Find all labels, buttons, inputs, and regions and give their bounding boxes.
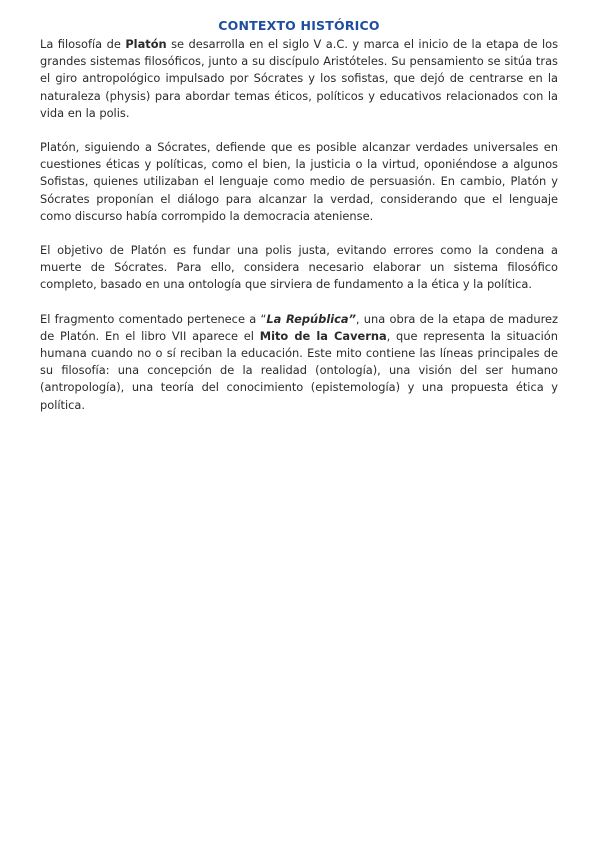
- paragraph-3: El objetivo de Platón es fundar una polis justa, evitando errores como la condena a muerte de Sócrates. Para ello, considera necesario elaborar un sistema filosófico completo, basado en una ontología que sirviera de fundamento a la ética y la política.: [40, 243, 558, 292]
- document-title: CONTEXTO HISTÓRICO: [218, 18, 380, 33]
- platon-bold: Platón: [125, 37, 167, 51]
- paragraph-4-text-b: , una obra de la etapa de madurez de Platón. En el libro VII aparece el: [40, 311, 558, 343]
- paragraph-1-text-a: La filosofía de: [40, 37, 126, 51]
- paragraph-4-text-c: , que representa la situación humana cuando no o sí reciban la educación. Este mito contiene las líneas principales de su filosofía: una concepción de la realidad (ontología), una visión del ser humano (antropología), una teoría del conocimiento (epistemología) y una propuesta ética y política.: [40, 328, 558, 412]
- mito-caverna-title: Mito de la Caverna: [259, 328, 387, 343]
- paragraph-2: Platón, siguiendo a Sócrates, defiende que es posible alcanzar verdades universales en cuestiones éticas y políticas, como el bien, la justicia o la virtud, oponiéndose a algunos Sofistas, quienes utilizaban el lenguaje como medio de persuasión. En cambio, Platón y Sócrates proponían el diálogo para alcanzar la verdad, considerando que el lenguaje como discurso había corrompido la democracia ateniense.: [40, 140, 558, 223]
- document-page: [40, 18, 558, 431]
- paragraph-4-text-a: El fragmento comentado pertenece a “: [40, 311, 267, 326]
- paragraph-1: [40, 36, 558, 122]
- paragraph-4: [40, 311, 558, 414]
- la-republica-title: La República”: [266, 311, 356, 326]
- paragraph-1-text-b: se desarrolla en el siglo V a.C. y marca el inicio de la etapa de los grandes sistemas filosóficos, junto a su discípulo Aristóteles. Su pensamiento se sitúa tras el giro antropológico impulsado por Sócrates y los sofistas, que dejó de centrarse en la naturaleza (physis) para abordar temas éticos, políticos y educativos relacionados con la vida en la polis.: [40, 37, 559, 120]
